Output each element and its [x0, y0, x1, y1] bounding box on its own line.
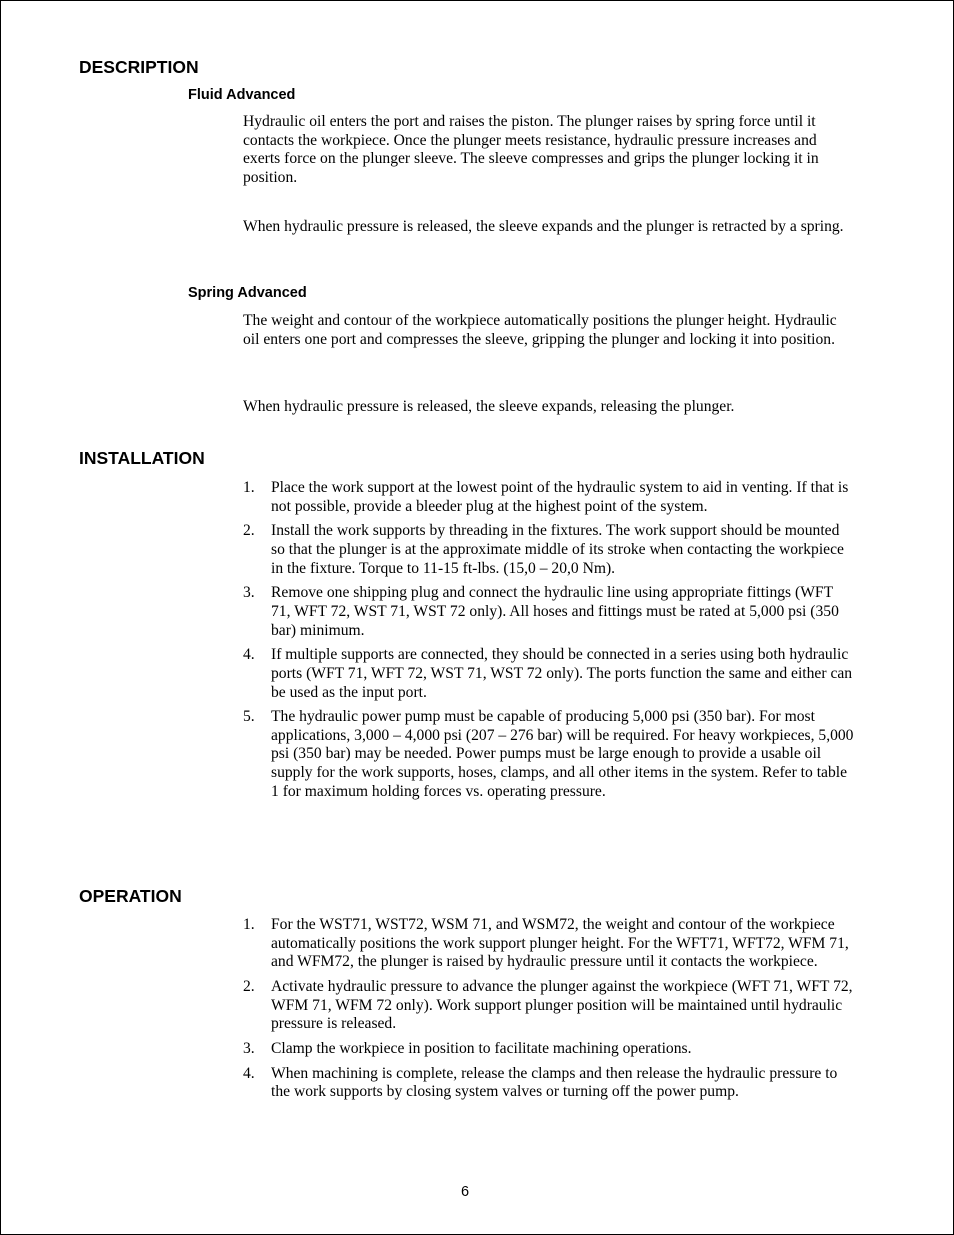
installation-list: [243, 479, 855, 807]
list-item-text: For the WST71, WST72, WSM 71, and WSM72, the weight and contour of the workpiece automatically positions the work support plunger height. For the WFT71, WFT72, WFM 71, and WFM72, the plunger is raised by hydraulic pressure until it contacts the workpiece.: [271, 916, 849, 971]
list-item-number: 3.: [243, 584, 255, 602]
page-number: 6: [460, 1184, 470, 1200]
list-item: [243, 646, 855, 702]
list-item-text: Activate hydraulic pressure to advance the plunger against the workpiece (WFT 71, WFT 72, WFM 71, WFM 72 only). Work support plunger position will be maintained until hydraulic pressure is released.: [271, 977, 853, 1033]
list-item-number: 2.: [243, 977, 255, 995]
list-item-text: Place the work support at the lowest point of the hydraulic system to aid in venting. If that is not possible, provide a bleeder plug at the highest point of the system.: [271, 479, 849, 515]
list-item-text: Remove one shipping plug and connect the hydraulic line using appropriate fittings (WFT 71, WFT 72, WST 71, WST 72 only). All hoses and fittings must be rated at 5,000 psi (350 bar) minimum.: [271, 584, 839, 639]
list-item-number: 2.: [243, 522, 255, 540]
list-item-text: The hydraulic power pump must be capable of producing 5,000 psi (350 bar). For most applications, 3,000 – 4,000 psi (207 – 276 bar) will be required. For heavy workpieces, 5,000 psi (350 bar) may be needed. Power pumps must be large enough to provide a usable oil supply for the work supports, hoses, clamps, and all other items in the system. Refer to table 1 for maximum holding forces vs. operating pressure.: [271, 708, 854, 800]
list-item-text: When machining is complete, release the clamps and then release the hydraulic pressure to the work supports by closing system valves or turning off the power pump.: [271, 1064, 838, 1101]
list-item-number: 4.: [243, 646, 255, 664]
spring-advanced-paragraph-2: When hydraulic pressure is released, the sleeve expands, releasing the plunger.: [243, 398, 735, 415]
list-item-number: 3.: [243, 1039, 255, 1057]
list-item-number: 5.: [243, 708, 255, 726]
installation-heading: INSTALLATION: [79, 448, 205, 468]
list-item-text: Install the work supports by threading in the fixtures. The work support should be mounted so that the plunger is at the approximate middle of its stroke when contacting the workpiece in the fixture. Torque to 11-15 ft-lbs. (15,0 – 20,0 Nm).: [271, 522, 844, 577]
fluid-advanced-paragraph-1: Hydraulic oil enters the port and raises the piston. The plunger raises by spring force until it contacts the workpiece. Once the plunger meets resistance, hydraulic pressure increases and exerts force on the plunger sleeve. The sleeve compresses and grips the plunger locking it in position.: [243, 113, 819, 186]
spring-advanced-paragraph-1: The weight and contour of the workpiece automatically positions the plunger height. Hydraulic oil enters one port and compresses the sleeve, gripping the plunger and locking it into position.: [243, 312, 837, 348]
list-item-text: If multiple supports are connected, they should be connected in a series using both hydraulic ports (WFT 71, WFT 72, WST 71, WST 72 only). The ports function the same and either can be used as the input port.: [271, 646, 853, 701]
operation-heading: OPERATION: [79, 886, 182, 906]
list-item: [243, 1065, 855, 1102]
list-item-text: Clamp the workpiece in position to facilitate machining operations.: [271, 1039, 692, 1057]
list-item-number: 1.: [243, 916, 255, 933]
list-item: [243, 978, 855, 1034]
list-item-number: 4.: [243, 1064, 255, 1082]
fluid-advanced-subheading: Fluid Advanced: [188, 87, 296, 103]
list-item: [243, 522, 855, 578]
spring-advanced-subheading: Spring Advanced: [188, 285, 307, 301]
list-item: [243, 479, 855, 516]
list-item: [243, 708, 855, 801]
list-item-number: 1.: [243, 479, 255, 496]
fluid-advanced-paragraph-2: When hydraulic pressure is released, the sleeve expands and the plunger is retracted by a spring.: [243, 218, 844, 235]
list-item: [243, 1040, 855, 1059]
operation-list: [243, 916, 855, 1108]
list-item: [243, 584, 855, 640]
description-heading: DESCRIPTION: [79, 57, 199, 77]
list-item: [243, 916, 855, 972]
